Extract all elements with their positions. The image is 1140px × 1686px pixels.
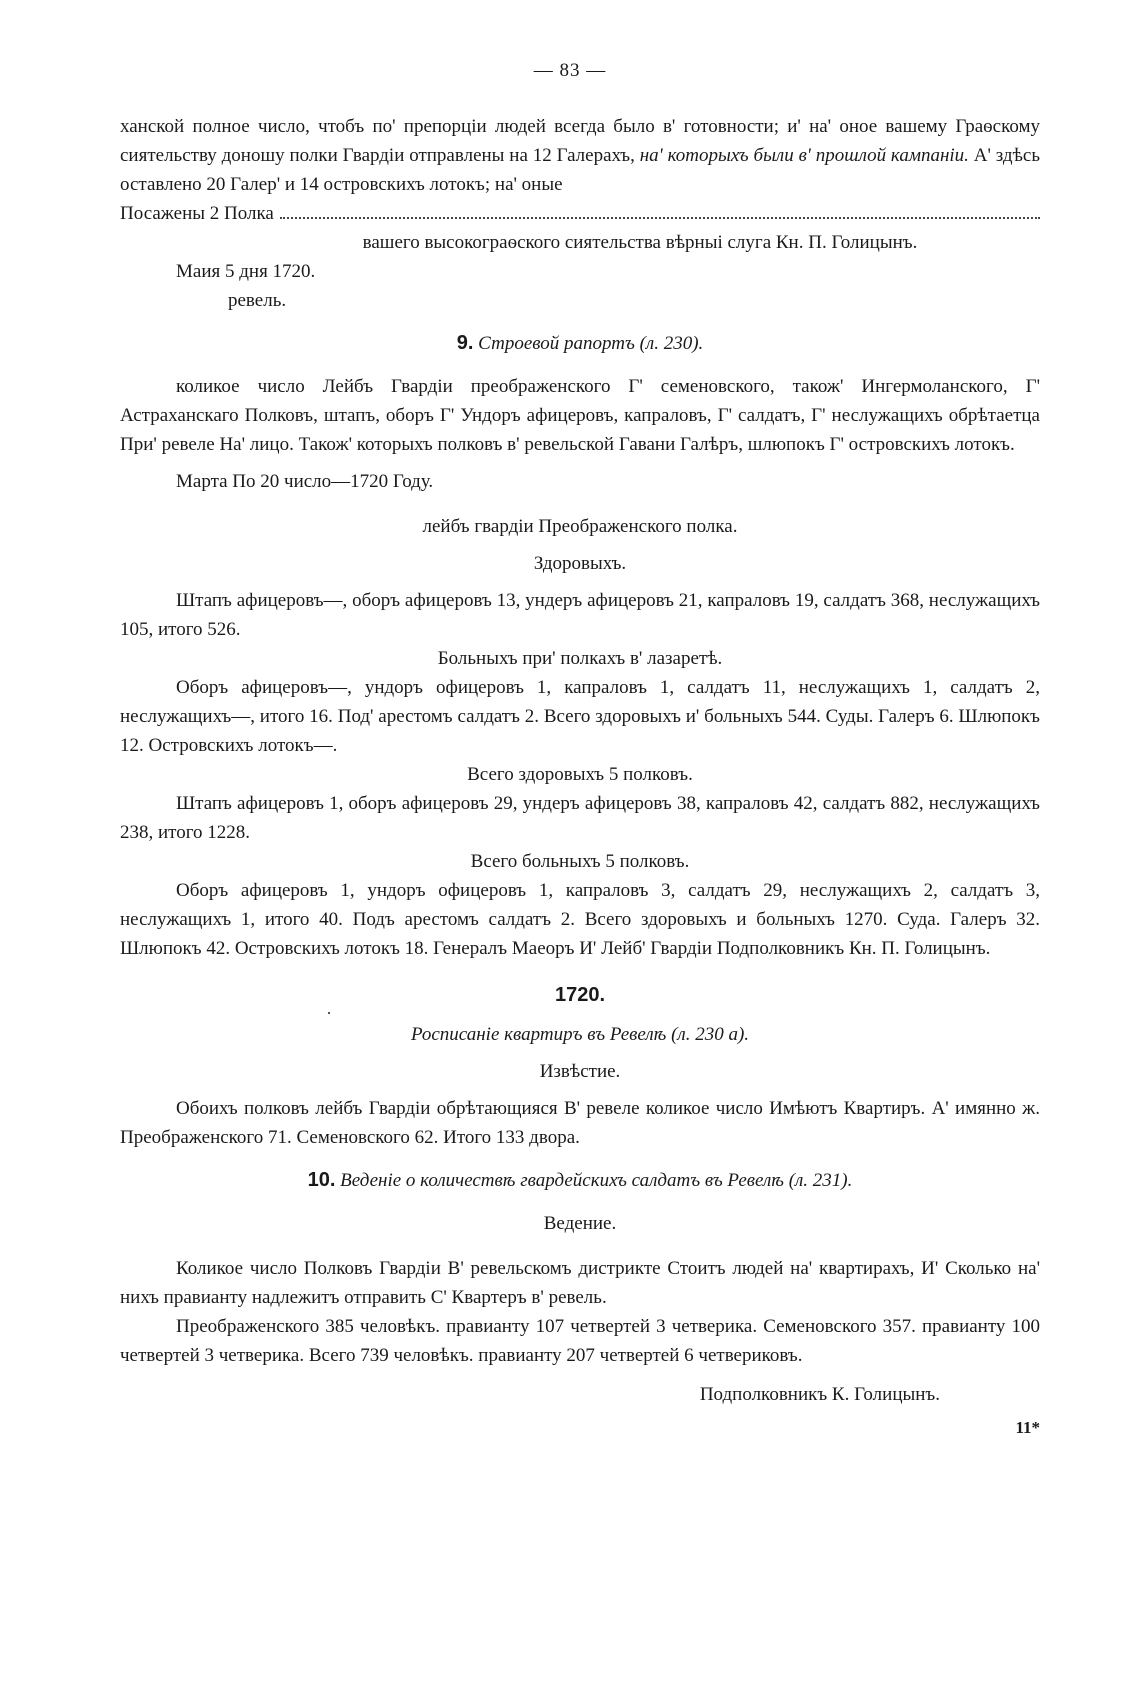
letter-body-text-2: А' здѣсь оставлено 20 Галер' и 14 островскихъ лотокъ; на' оные [120, 145, 1041, 195]
section9-sick-text: Оборъ афицеровъ—, ундоръ офицеровъ 1, капраловъ 1, салдатъ 11, неслужащихъ 1, салдатъ 2, неслужащихъ—, итого 16. Под' арестомъ салдатъ 2. Всего здоровыхъ и' больныхъ 544. Суды. Галеръ 6. Шлюпокъ 12. Островскихъ лотокъ—. [120, 677, 1040, 756]
letter-date: Маия 5 дня 1720. [176, 261, 316, 282]
letter-body-text-1: ханской полное число, чтобъ по' препорціи людей всегда было в' готовности; и' на' оное вашему Граѳскому сиятельству доношу полки Гвардіи отправлены на 12 Галерахъ, [120, 116, 1040, 166]
section10-subheading: Ведение. [543, 1213, 617, 1234]
dotted-leader [280, 216, 1040, 219]
section10-para2: Преображенского 385 человѣкъ. правианту 107 четвертей 3 четверика. Семеновского 357. правианту 100 четвертей 3 четверика. Всего 739 человѣкъ. правианту 207 четвертей 6 четвериковъ. [120, 1316, 1040, 1366]
sheet-signature-mark: 11* [1015, 1418, 1040, 1437]
section9-healthy-text: Штапъ афицеровъ—, оборъ афицеровъ 13, ундеръ афицеровъ 21, капраловъ 19, салдатъ 368, неслужащихъ 105, итого 526. [120, 590, 1040, 640]
letter-last-line [120, 199, 1040, 228]
section9-title [120, 329, 1040, 358]
print-speck [328, 1012, 330, 1014]
section9-total-healthy-heading: Всего здоровыхъ 5 полковъ. [467, 764, 693, 785]
section9-total-healthy-text: Штапъ афицеровъ 1, оборъ афицеровъ 29, ундеръ афицеровъ 38, капраловъ 42, салдатъ 882, неслужащихъ 238, итого 1228. [120, 793, 1040, 843]
quarters-text: Обоихъ полковъ лейбъ Гвардіи обрѣтающияся В' ревеле коликое число Имѣютъ Квартиръ. А' имянно ж. Преображенского 71. Семеновского 62. Итого 133 двора. [120, 1098, 1040, 1148]
section10-title-text: Веденіе о количествѣ гвардейскихъ салдатъ въ Ревелѣ (л. 231). [340, 1170, 853, 1191]
letter-place: ревель. [228, 290, 287, 311]
section9-regiment-heading: лейбъ гвардіи Преображенского полка. [422, 516, 738, 537]
section10-number: 10. [307, 1169, 336, 1191]
letter-body [120, 112, 1040, 199]
letter-body-italic: на' которыхъ были в' прошлой кампаніи. [639, 145, 969, 166]
section9-total-sick-text: Оборъ афицеровъ 1, ундоръ офицеровъ 1, капраловъ 3, салдатъ 29, неслужащихъ 2, салдатъ 3, неслужащихъ 1, итого 40. Подъ арестомъ салдатъ 2. Всего здоровыхъ и больныхъ 1270. Суда. Галеръ 32. Шлюпокъ 42. Островскихъ лотокъ 18. Генералъ Маеоръ И' Лейб' Гвардіи Подполковникъ Кн. П. Голицынъ. [120, 880, 1040, 959]
section9-number: 9. [456, 332, 474, 354]
section9-title-text: Строевой рапортъ (л. 230). [478, 333, 704, 354]
section9-healthy-heading: Здоровыхъ. [533, 553, 627, 574]
section10-para1: Коликое число Полковъ Гвардіи В' ревельскомъ дистрикте Стоитъ людей на' квартирахъ, И' Сколько на' нихъ правианту надлежитъ отправить С' Квартеръ в' ревель. [120, 1258, 1040, 1308]
section9-intro: коликое число Лейбъ Гвардіи преображенского Г' семеновского, також' Ингермоланского, Г' Астраханскаго Полковъ, штапъ, оборъ Г' Ундоръ афицеровъ, капраловъ, Г' салдатъ, Г' неслужащихъ обрѣтаетца При' ревеле На' лицо. Також' которыхъ полковъ в' ревельской Гавани Галѣръ, шлюпокъ Г' островскихъ лотокъ. [120, 376, 1040, 455]
year-heading: 1720. [554, 984, 606, 1006]
page-number: — 83 — [533, 60, 607, 81]
section9-sick-heading: Больныхъ при' полкахъ в' лазаретѣ. [437, 648, 723, 669]
page-content [120, 112, 1040, 1442]
quarters-title: Росписаніе квартиръ въ Ревелѣ (л. 230 а). [410, 1024, 750, 1045]
section10-title [120, 1166, 1040, 1195]
letter-last-line-text: Посажены 2 Полка [120, 203, 274, 224]
section10-signature: Подполковникъ К. Голицынъ. [699, 1384, 940, 1405]
section9-total-sick-heading: Всего больныхъ 5 полковъ. [470, 851, 690, 872]
quarters-subheading: Извѣстие. [539, 1061, 621, 1082]
letter-signature: вашего высокограѳского сиятельства вѣрныі слуга Кн. П. Голицынъ. [362, 232, 918, 253]
section9-date: Марта По 20 число—1720 Году. [176, 471, 434, 492]
